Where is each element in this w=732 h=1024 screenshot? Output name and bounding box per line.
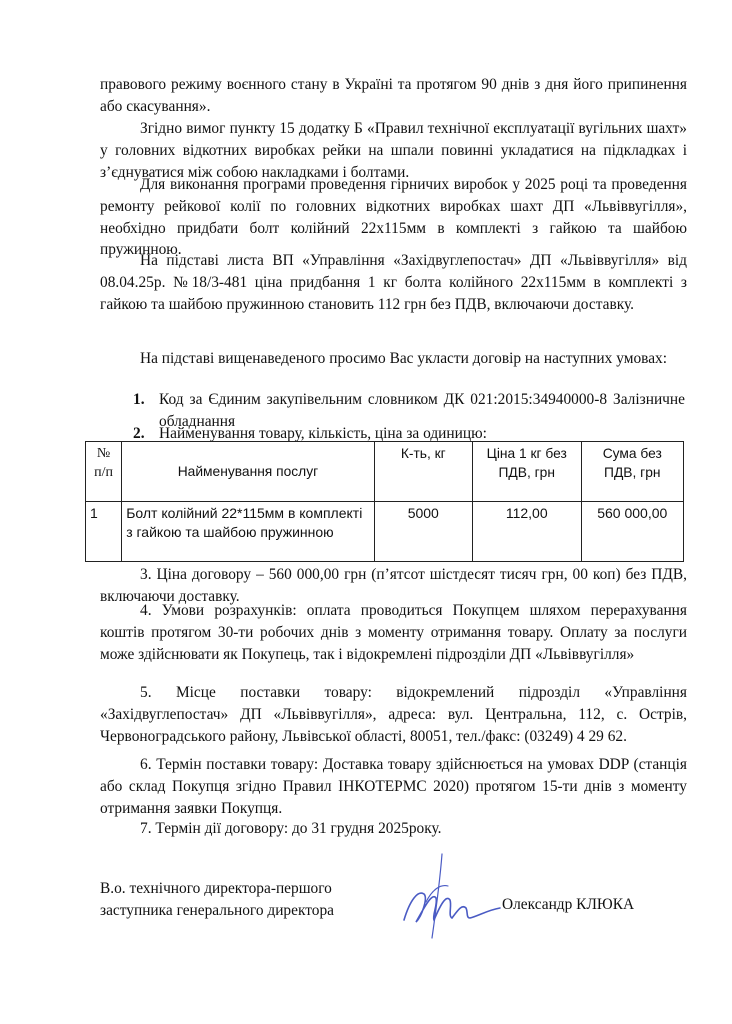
paragraph-continuation [100, 74, 687, 118]
header-sum: Сума без ПДВ, грн [581, 442, 683, 502]
signer-name: Олександр КЛЮКА [502, 896, 635, 913]
term-text: 6. Термін поставки товару: Доставка товару здійснюється на умовах DDP (станція або склад Покупця згідно Правил ІНКОТЕРМС 2020) протягом 15-ти днів з моменту отримання заявки Покупця. [100, 756, 687, 817]
paragraph-text: Для виконання програми проведення гірничих виробок у 2025 році та проведення ремонту рейкової колії по головних відкотних виробках шахт ДП «Львіввугілля», необхідно придбати болт колійний 22х115мм в комплекті з гайкою та шайбою пружинною. [100, 176, 687, 259]
list-text: Найменування товару, кількість, ціна за одиницю: [159, 425, 487, 442]
goods-table [85, 441, 684, 562]
cell-name: Болт колійний 22*115мм в комплекті з гайкою та шайбою пружинною [122, 502, 374, 562]
handwritten-signature [396, 850, 516, 940]
table-row [86, 502, 684, 562]
paragraph-letter [100, 250, 687, 315]
cell-sum: 560 000,00 [581, 502, 683, 562]
signer-position-line: заступника генерального директора [100, 901, 334, 919]
signer-position [100, 878, 400, 922]
term-delivery-time [100, 754, 687, 819]
cell-unit-price: 112,00 [472, 502, 581, 562]
list-number: 1. [133, 391, 145, 408]
signer-position-line: В.о. технічного директора-першого [100, 880, 332, 897]
paragraph-text: На підставі листа ВП «Управління «Західвуглепостач» ДП «Львіввугілля» від 08.04.25р. №18/3-481 ціна придбання 1 кг болта колійного 22х115мм в комплекті з гайкою та шайбою пружинною становить 112 грн без ПДВ, включаючи доставку. [100, 252, 687, 313]
header-name: Найменування послуг [122, 442, 374, 502]
term-text: 7. Термін дії договору: до 31 грудня 2025року. [140, 820, 442, 837]
paragraph-text: На підставі вищенаведеного просимо Вас укласти договір на наступних умовах: [140, 350, 668, 367]
paragraph-text: Згідно вимог пункту 15 додатку Б «Правил технічної експлуатації вугільних шахт» у головних відкотних виробках рейки на шпали повинні укладатися на підкладках і з’єднуватися між собою накладками і болтами. [100, 120, 687, 181]
term-text: 4. Умови розрахунків: оплата проводиться Покупцем шляхом перерахування коштів протягом 30-ти робочих днів з моменту отримання товару. Оплату за послуги може здійснювати як Покупець, так і відокремлені підрозділи ДП «Львіввугілля» [100, 602, 687, 663]
term-payment [100, 600, 687, 665]
cell-number: 1 [86, 502, 122, 562]
term-text: 3. Ціна договору – 560 000,00 грн (п’ятсот шістдесят тисяч грн, 00 коп) без ПДВ, включаючи доставку. [100, 566, 687, 605]
list-text: Код за Єдиним закупівельним словником ДК 021:2015:34940000-8 Залізничне обладнання [159, 391, 685, 430]
cell-quantity: 5000 [374, 502, 472, 562]
term-validity [100, 818, 687, 840]
header-quantity: К-ть, кг [374, 442, 472, 502]
paragraph-request [100, 348, 687, 370]
term-text: 5. Місце поставки товару: відокремлений підрозділ «Управління «Західвуглепостач» ДП «Львіввугілля», адреса: вул. Центральна, 112, с. Острів, Червоноградського району, Львівської області, 80051, тел./факс: (03249) 4 29 62. [100, 684, 687, 745]
header-number: № п/п [86, 442, 122, 502]
paragraph-program [100, 174, 687, 261]
list-number: 2. [133, 425, 145, 442]
paragraph-text: правового режиму воєнного стану в Україні та протягом 90 днів з дня його припинення або скасування». [100, 76, 687, 115]
header-unit-price: Ціна 1 кг без ПДВ, грн [472, 442, 581, 502]
term-delivery-place [100, 682, 687, 747]
